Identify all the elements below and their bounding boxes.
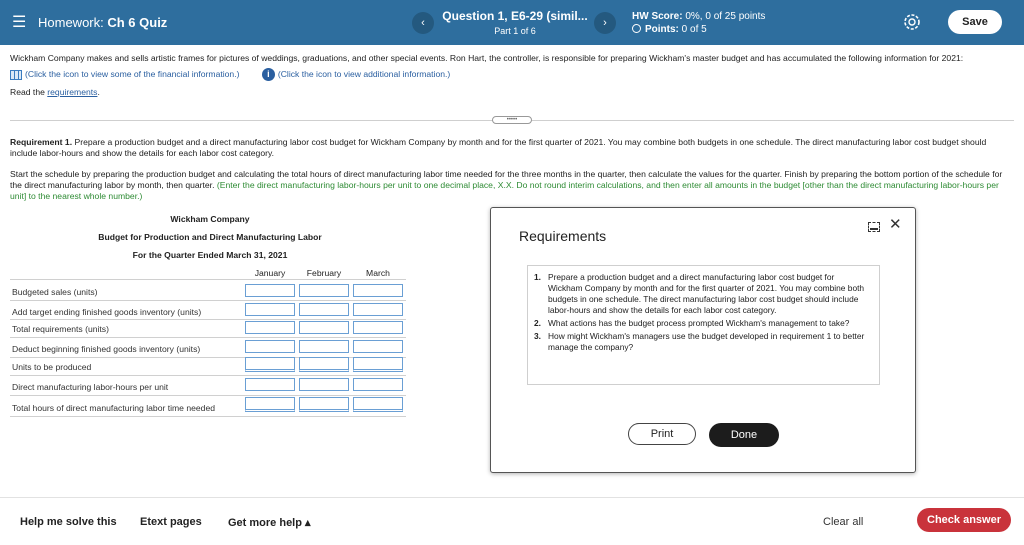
requirement-1-text	[10, 137, 1014, 159]
row-label-beginning-inventory: Deduct beginning finished goods inventory (units)	[12, 344, 201, 354]
input-beginning-inventory-feb[interactable]	[299, 340, 349, 353]
print-button[interactable]: Print	[628, 423, 696, 445]
row-label-budgeted-sales: Budgeted sales (units)	[12, 287, 98, 297]
input-budgeted-sales-mar[interactable]	[353, 284, 403, 297]
question-title[interactable]: Question 1, E6-29 (simil...	[442, 9, 588, 23]
score-panel	[632, 10, 765, 36]
budget-company: Wickham Company	[170, 214, 250, 224]
intro-text: Wickham Company makes and sells artistic frames for pictures of weddings, graduations, and other special events. Ron Hart, the controller, is responsible for preparing Wickham's master budget and has accumulated the following information for 2021:	[10, 53, 964, 63]
previous-question-button[interactable]: ‹	[412, 12, 434, 34]
requirements-list-box	[527, 265, 880, 385]
dialog-title: Requirements	[519, 228, 607, 244]
row-label-labor-hours-per-unit: Direct manufacturing labor-hours per unit	[12, 382, 169, 392]
input-target-ending-jan[interactable]	[245, 303, 295, 316]
input-target-ending-mar[interactable]	[353, 303, 403, 316]
help-me-solve-button[interactable]: Help me solve this	[20, 516, 117, 528]
month-header-march: March	[366, 268, 390, 278]
list-item-number: 1.	[534, 272, 541, 282]
points-circle-icon	[632, 24, 641, 33]
list-item-number: 3.	[534, 331, 541, 341]
next-question-button[interactable]: ›	[594, 12, 616, 34]
input-total-requirements-mar[interactable]	[353, 321, 403, 334]
done-button[interactable]: Done	[709, 423, 779, 447]
requirement-1-body: Prepare a production budget and a direct manufacturing labor cost budget for Wickham Company by month and for the first quarter of 2021. You may combine both budgets in one schedule. The direct manufacturing labor cost budget should include labor-hours and show the details for each labor cost category.	[10, 137, 987, 158]
close-icon[interactable]: ✕	[889, 216, 902, 233]
row-rule	[10, 337, 406, 338]
save-button[interactable]: Save	[948, 10, 1002, 34]
check-answer-button[interactable]: Check answer	[917, 508, 1011, 532]
title-prefix: Homework:	[38, 15, 108, 30]
assignment-title	[38, 15, 167, 30]
title-name: Ch 6 Quiz	[107, 15, 168, 30]
row-label-units-produced: Units to be produced	[12, 362, 92, 372]
list-item-text: Prepare a production budget and a direct manufacturing labor cost budget for Wickham Company by month and for the first quarter of 2021. You may combine both budgets in one schedule. The direct manufacturing labor cost budget should include labor-hours and show the details for each labor cost category.	[548, 272, 865, 315]
info-icon[interactable]: i	[262, 68, 275, 81]
input-labor-hours-per-unit-jan[interactable]	[245, 378, 295, 391]
requirements-link[interactable]: requirements	[47, 87, 98, 97]
info-links	[10, 68, 1014, 81]
row-rule	[10, 319, 406, 320]
input-beginning-inventory-jan[interactable]	[245, 340, 295, 353]
list-item-text: What actions has the budget process prompted Wickham's management to take?	[548, 318, 850, 328]
list-item-text: How might Wickham's managers use the budget developed in requirement 1 to better manage the company?	[548, 331, 865, 352]
input-labor-hours-per-unit-feb[interactable]	[299, 378, 349, 391]
input-total-requirements-feb[interactable]	[299, 321, 349, 334]
budget-period: For the Quarter Ended March 31, 2021	[132, 250, 288, 260]
month-header-january: January	[254, 268, 286, 278]
footer-bar	[0, 497, 1024, 545]
input-total-requirements-jan[interactable]	[245, 321, 295, 334]
input-units-produced-mar[interactable]	[353, 357, 403, 372]
points-value: 0 of 5	[681, 24, 707, 35]
budget-title: Budget for Production and Direct Manufacturing Labor	[98, 232, 322, 242]
question-intro	[10, 53, 1014, 98]
row-label-total-requirements: Total requirements (units)	[12, 324, 109, 334]
list-item	[534, 318, 871, 329]
read-requirements	[10, 87, 1014, 98]
input-budgeted-sales-feb[interactable]	[299, 284, 349, 297]
expand-handle[interactable]: •••••	[492, 116, 532, 124]
row-rule	[10, 395, 406, 396]
header-rule	[10, 279, 406, 280]
row-label-total-labor-hours: Total hours of direct manufacturing labor time needed	[12, 403, 216, 413]
requirement-1-label: Requirement 1.	[10, 137, 73, 147]
input-total-labor-hours-jan[interactable]	[245, 397, 295, 412]
input-beginning-inventory-mar[interactable]	[353, 340, 403, 353]
row-label-target-ending-inventory: Add target ending finished goods inventory (units)	[12, 307, 202, 317]
get-more-help-button[interactable]: Get more help ▴	[228, 517, 311, 529]
financial-info-link[interactable]: (Click the icon to view some of the financial information.)	[25, 69, 240, 79]
row-rule	[10, 416, 406, 417]
hw-score-label: HW Score:	[632, 11, 683, 22]
additional-info-link[interactable]: (Click the icon to view additional information.)	[277, 69, 451, 79]
etext-pages-button[interactable]: Etext pages	[140, 516, 202, 528]
minimize-icon[interactable]	[868, 222, 880, 232]
points-label: Points:	[645, 24, 679, 35]
list-item-number: 2.	[534, 318, 541, 328]
list-item	[534, 272, 871, 316]
read-suffix: .	[97, 87, 100, 97]
input-labor-hours-per-unit-mar[interactable]	[353, 378, 403, 391]
input-units-produced-jan[interactable]	[245, 357, 295, 372]
hw-score-value: 0%, 0 of 25 points	[685, 11, 766, 22]
read-prefix: Read the	[10, 87, 48, 97]
instructions	[10, 169, 1014, 202]
row-rule	[10, 300, 406, 301]
clear-all-button[interactable]: Clear all	[823, 516, 864, 528]
input-budgeted-sales-jan[interactable]	[245, 284, 295, 297]
list-item	[534, 331, 871, 353]
requirements-dialog	[490, 207, 916, 473]
input-target-ending-feb[interactable]	[299, 303, 349, 316]
hamburger-menu-icon[interactable]: ☰	[12, 14, 27, 31]
instructions-text: Start the schedule by preparing the production budget and calculating the total hours of direct manufacturing labor time needed for the three months in the quarter, then calculate the values for the quarter. Finish by preparing the bottom portion of the schedule for the direct manufacturing labor by month, then quarter.	[10, 169, 1003, 190]
instructions-note: (Enter the direct manufacturing labor-hours per unit to one decimal place, X.X. Do not round interim calculations, and then enter all amounts in the budget [other than the direct manufacturing labor-hours per unit] to the nearest whole number.)	[10, 180, 999, 201]
top-bar	[0, 0, 1024, 45]
month-header-february: February	[306, 268, 342, 278]
requirements-list	[534, 272, 871, 353]
input-total-labor-hours-feb[interactable]	[299, 397, 349, 412]
gear-icon[interactable]	[902, 12, 922, 32]
row-rule	[10, 375, 406, 376]
question-info	[440, 9, 590, 36]
question-part: Part 1 of 6	[494, 26, 536, 36]
input-units-produced-feb[interactable]	[299, 357, 349, 372]
input-total-labor-hours-mar[interactable]	[353, 397, 403, 412]
table-icon[interactable]	[10, 70, 22, 80]
